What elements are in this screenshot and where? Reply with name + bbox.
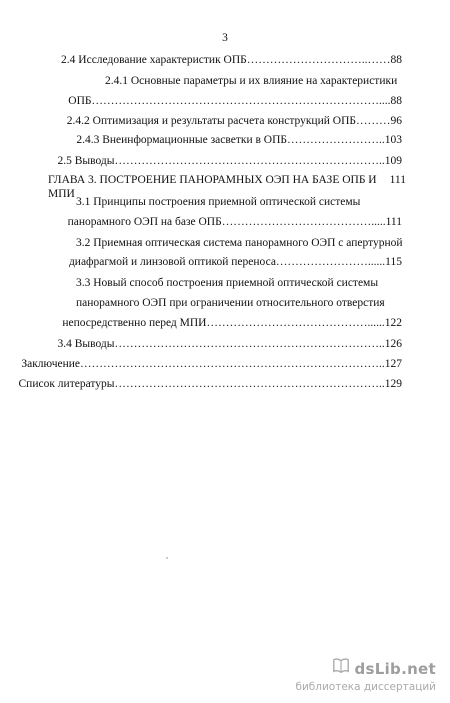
toc-entry-3-3-line2: панорамного ОЭП при ограничении относительного отверстия (76, 297, 385, 309)
toc-entry-3-3-line3: непосредственно перед МПИ……………………………………......122 (62, 317, 402, 329)
toc-entry-2-4-3: 2.4.3 Внеинформационные засветки в ОПБ……………………..103 (76, 134, 402, 146)
scan-speck (166, 557, 168, 559)
toc-entry-conclusion: Заключение……………………………………………………………………..127 (21, 358, 402, 370)
toc-entry-2-4: 2.4 Исследование характеристик ОПБ…………………………..……88 (61, 54, 402, 66)
chapter-3-title: ГЛАВА 3. ПОСТРОЕНИЕ ПАНОРАМНЫХ ОЭП НА БАЗЕ ОПБ И МПИ (48, 174, 377, 200)
page-number: 3 (222, 32, 228, 44)
toc-entry-3-3-line1: 3.3 Новый способ построения приемной оптической системы (76, 277, 379, 289)
toc-entry-2-5: 2.5 Выводы……………………………………………………………..109 (57, 155, 402, 167)
watermark-logo: dsLib.net (354, 659, 436, 678)
watermark (295, 657, 436, 693)
toc-entry-3-1-line1: 3.1 Принципы построения приемной оптической системы (76, 196, 361, 208)
toc-entry-references: Список литературы……………………………………………………………..129 (18, 378, 402, 390)
toc-entry-2-4-2: 2.4.2 Оптимизация и результаты расчета конструкций ОПБ………96 (66, 115, 402, 127)
toc-entry-2-4-1-line1: 2.4.1 Основные параметры и их влияние на характеристики (105, 75, 398, 87)
toc-entry-3-4: 3.4 Выводы……………………………………………………………..126 (57, 338, 402, 350)
toc-entry-2-4-1-line2: ОПБ…………………………………………………………………....88 (68, 95, 402, 107)
book-icon (332, 657, 350, 680)
toc-entry-3-1-line2: панорамного ОЭП на базе ОПБ………………………………….....111 (67, 216, 402, 228)
toc-entry-3-2-line2: диафрагмой и линзовой оптикой переноса……………………......115 (68, 256, 402, 268)
toc-entry-3-2-line1: 3.2 Приемная оптическая система панорамного ОЭП с апертурной (76, 237, 403, 249)
watermark-subtitle: библиотека диссертаций (295, 681, 436, 693)
chapter-3-page: 111 (389, 174, 406, 186)
